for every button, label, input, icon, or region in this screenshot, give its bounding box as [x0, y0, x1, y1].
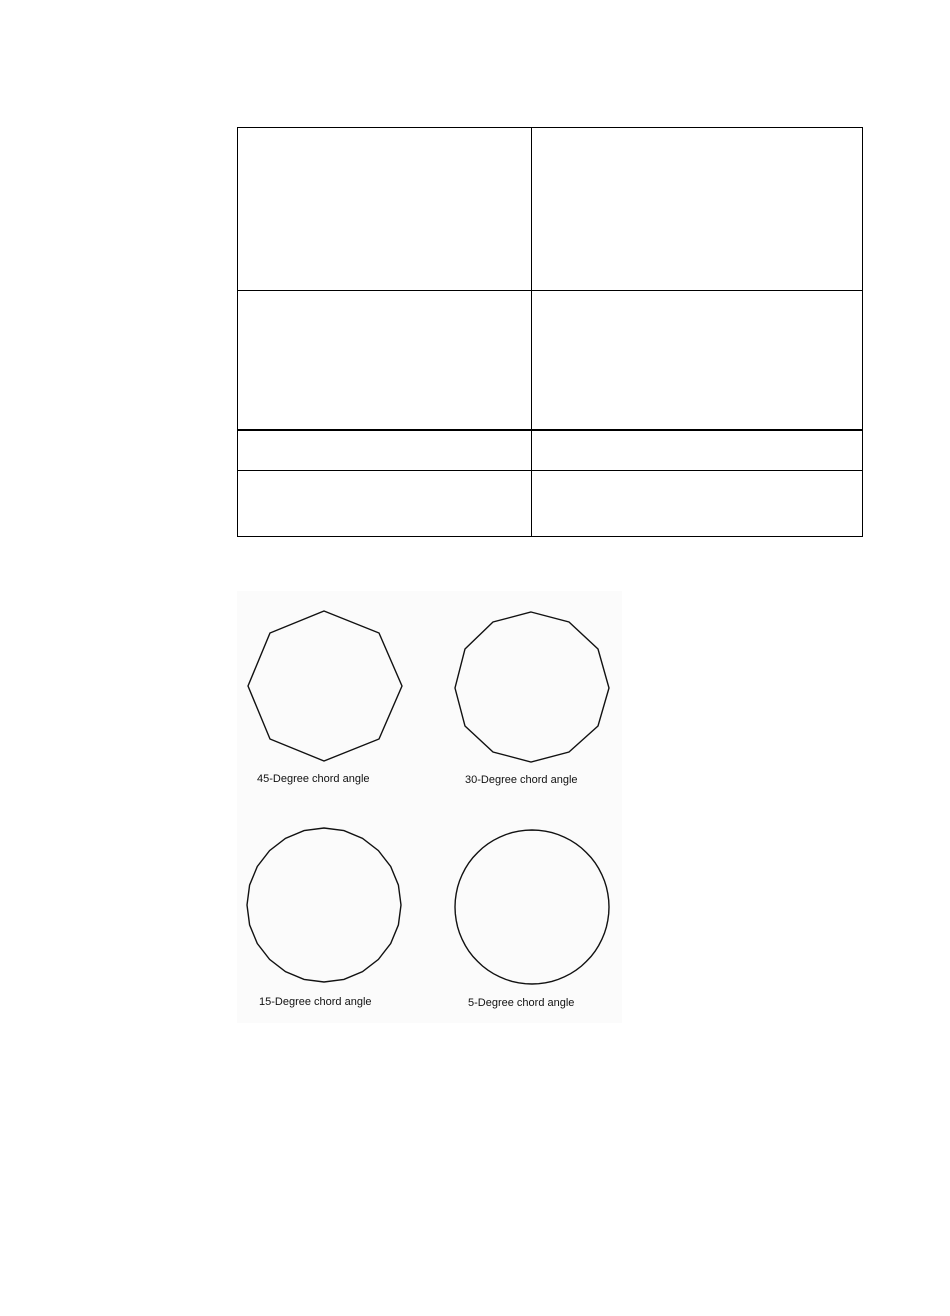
shape-caption: 5-Degree chord angle	[468, 997, 575, 1009]
octagon-shape	[248, 611, 402, 761]
table-cell	[238, 128, 532, 291]
table-cell	[238, 471, 532, 537]
table-row	[238, 291, 863, 431]
table-row	[238, 471, 863, 537]
dodecagon-shape	[455, 612, 609, 762]
shape-45-degree	[248, 611, 402, 785]
chord-angle-figure	[237, 591, 622, 1023]
shape-15-degree	[247, 828, 401, 1008]
table-cell	[532, 291, 863, 431]
table-row	[238, 128, 863, 291]
table-cell	[238, 430, 532, 471]
blank-table	[237, 127, 863, 537]
table-cell	[532, 471, 863, 537]
shape-caption: 30-Degree chord angle	[465, 774, 578, 786]
polygon-24-sides	[247, 828, 401, 982]
chord-angle-diagram	[237, 591, 622, 1023]
table-cell	[532, 430, 863, 471]
shape-caption: 45-Degree chord angle	[257, 773, 370, 785]
table-row	[238, 430, 863, 471]
polygon-72-sides	[455, 830, 609, 984]
table-cell	[532, 128, 863, 291]
table-cell	[238, 291, 532, 431]
shape-30-degree	[455, 612, 609, 786]
shape-caption: 15-Degree chord angle	[259, 996, 372, 1008]
shape-5-degree	[455, 830, 609, 1009]
